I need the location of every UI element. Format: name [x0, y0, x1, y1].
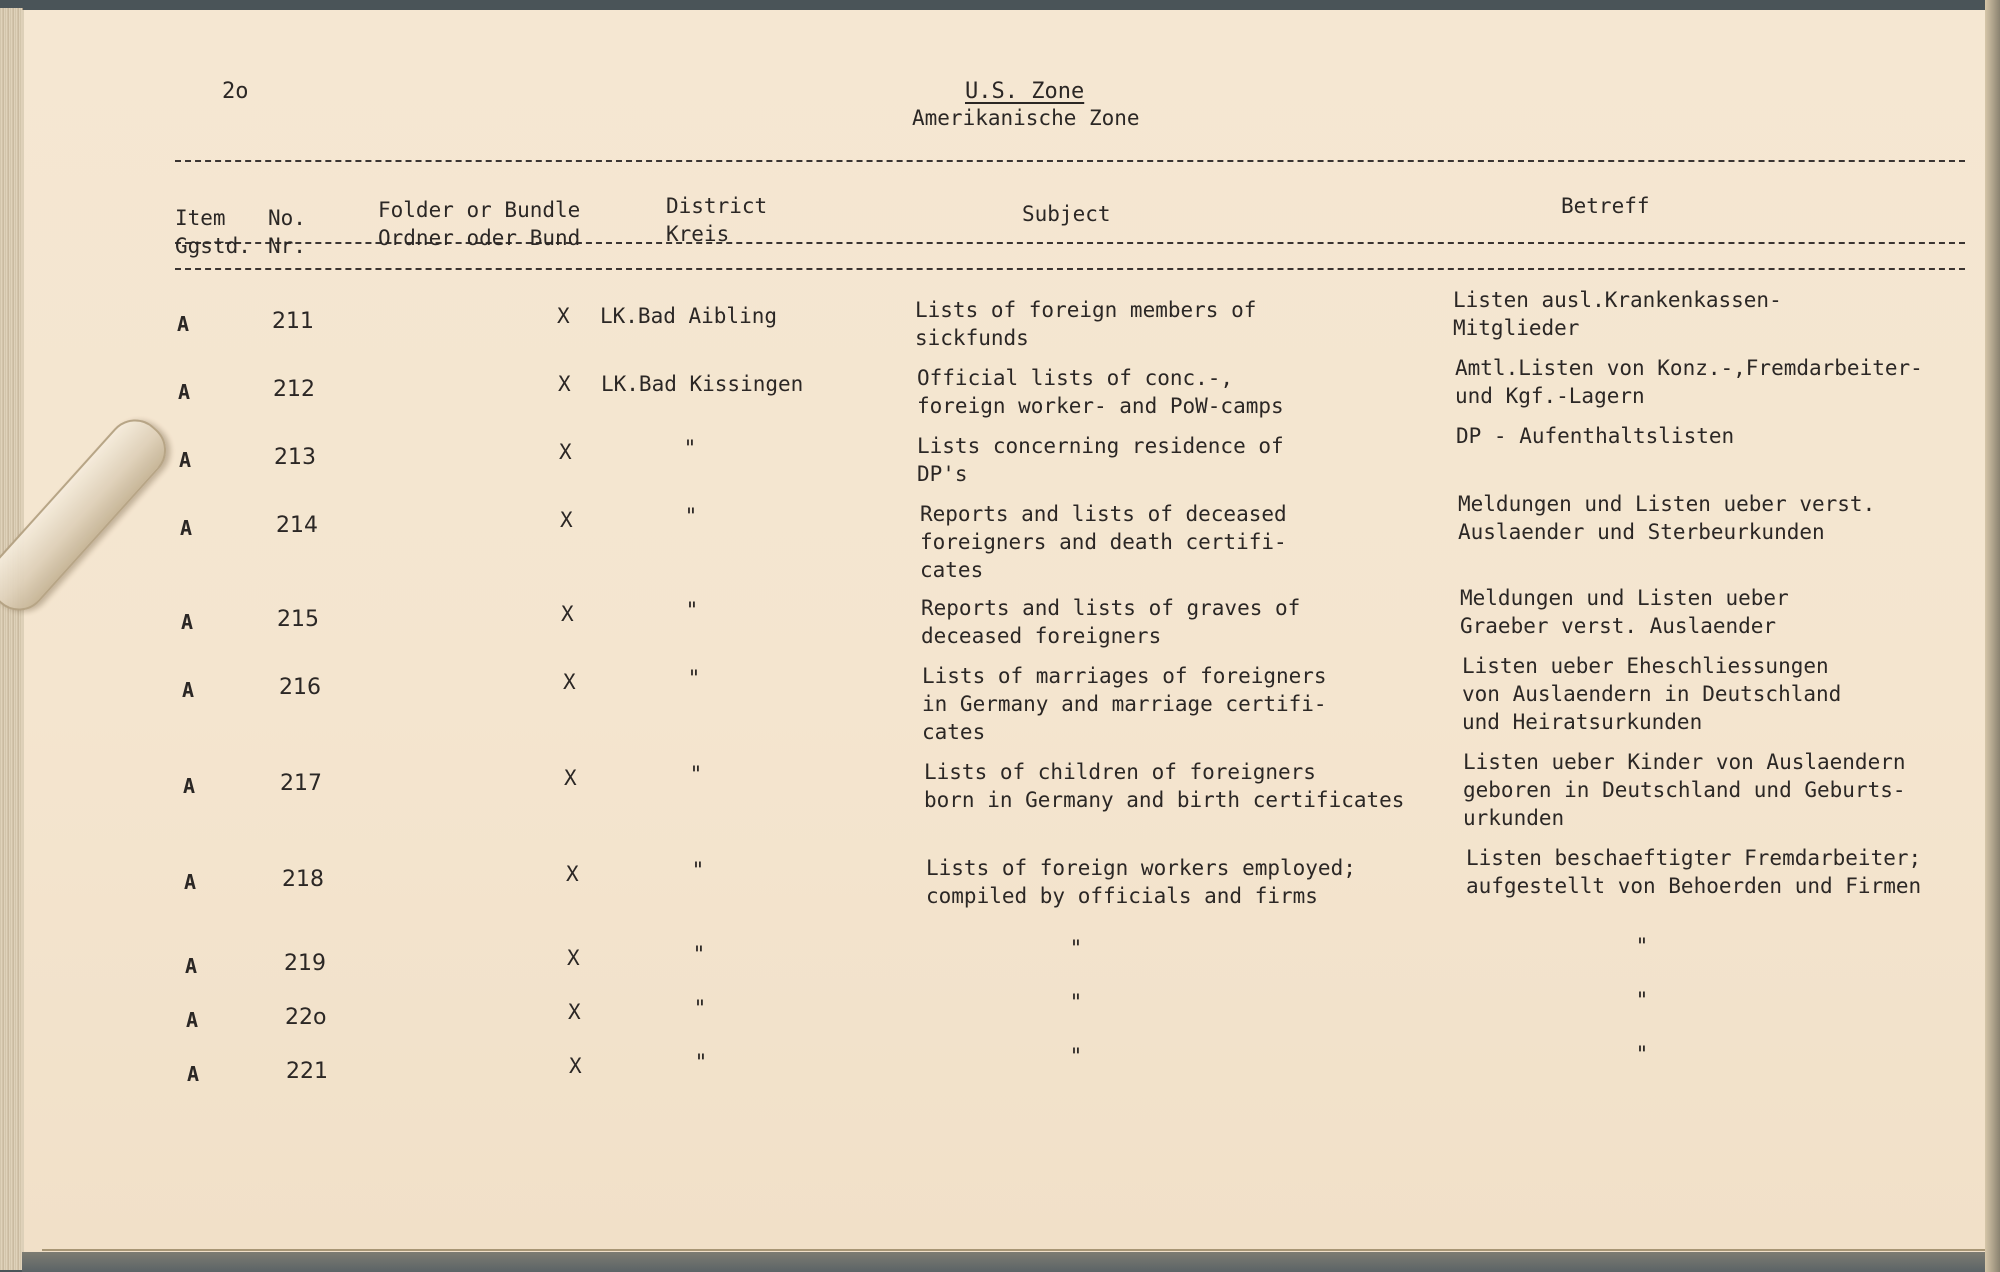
- row-folder-mark: X: [561, 602, 574, 626]
- row-item-code: A: [187, 1062, 200, 1086]
- table-row: [0, 356, 1978, 418]
- row-betreff: Meldungen und Listen ueber Graeber verst. Auslaender: [1460, 586, 1789, 638]
- row-betreff: Listen ausl.Krankenkassen- Mitglieder: [1453, 288, 1782, 340]
- table-row: [0, 424, 1978, 486]
- page-title-german: Amerikanische Zone: [912, 106, 1140, 130]
- row-item-code: A: [186, 1008, 199, 1032]
- row-item-code: A: [181, 610, 194, 634]
- row-subject: Lists of foreign workers employed; compiled by officials and firms: [926, 856, 1356, 908]
- row-folder-mark: X: [568, 1000, 581, 1024]
- row-folder-mark: X: [569, 1054, 582, 1078]
- column-header-district-de: Kreis: [666, 222, 730, 246]
- row-folder-mark: X: [563, 670, 576, 694]
- row-betreff-ditto: ": [1635, 1042, 1649, 1066]
- row-item-code: A: [179, 448, 192, 472]
- table-row: [0, 1042, 1978, 1086]
- table-row: [0, 586, 1978, 648]
- page-number: 2o: [222, 79, 249, 104]
- row-number: 217: [280, 771, 322, 796]
- row-district-ditto: ": [693, 996, 707, 1020]
- row-district-ditto: ": [684, 504, 698, 528]
- row-folder-mark: X: [567, 946, 580, 970]
- row-betreff: Listen ueber Kinder von Auslaendern geboren in Deutschland und Geburts- urkunden: [1463, 750, 1906, 830]
- row-item-code: A: [183, 774, 196, 798]
- row-number: 211: [272, 309, 314, 334]
- row-item-code: A: [178, 380, 191, 404]
- table-row: [0, 492, 1978, 582]
- row-subject: Lists concerning residence of DP's: [917, 434, 1284, 486]
- row-district: LK.Bad Kissingen: [601, 372, 804, 396]
- row-folder-mark: X: [560, 508, 573, 532]
- row-number: 221: [286, 1059, 328, 1084]
- table-row: [0, 288, 1978, 350]
- row-number: 212: [273, 377, 315, 402]
- book-bottom-shadow: [22, 1252, 2000, 1272]
- row-subject-ditto: ": [1069, 1044, 1083, 1068]
- row-folder-mark: X: [564, 766, 577, 790]
- row-betreff: Listen beschaeftigter Fremdarbeiter; aufgestellt von Behoerden und Firmen: [1466, 846, 1922, 898]
- row-district-ditto: ": [692, 942, 706, 966]
- row-betreff-ditto: ": [1635, 988, 1649, 1012]
- row-subject-ditto: ": [1069, 936, 1083, 960]
- row-subject: Lists of foreign members of sickfunds: [915, 298, 1257, 350]
- column-header-betreff: Betreff: [1561, 194, 1650, 218]
- row-item-code: A: [185, 954, 198, 978]
- row-subject: Lists of marriages of foreigners in Germany and marriage certifi- cates: [922, 664, 1327, 744]
- row-district-ditto: ": [689, 762, 703, 786]
- column-header-folder-de: Ordner oder Bund: [378, 226, 581, 250]
- table-row: [0, 846, 1978, 908]
- row-betreff: Listen ueber Eheschliessungen von Auslaendern in Deutschland und Heiratsurkunden: [1462, 654, 1842, 734]
- row-number: 22o: [285, 1005, 327, 1030]
- row-number: 218: [282, 867, 324, 892]
- row-betreff: Meldungen und Listen ueber verst. Auslaender und Sterbeurkunden: [1458, 492, 1876, 544]
- row-district-ditto: ": [691, 858, 705, 882]
- column-header-item-en: Item: [175, 206, 226, 230]
- row-folder-mark: X: [557, 304, 570, 328]
- row-subject: Lists of children of foreigners born in Germany and birth certificates: [924, 760, 1405, 812]
- row-betreff: Amtl.Listen von Konz.-,Fremdarbeiter- und Kgf.-Lagern: [1455, 356, 1923, 408]
- row-district-ditto: ": [694, 1050, 708, 1074]
- row-folder-mark: X: [559, 440, 572, 464]
- row-item-code: A: [182, 678, 195, 702]
- row-district-ditto: ": [683, 436, 697, 460]
- row-subject: Official lists of conc.-, foreign worker- and PoW-camps: [917, 366, 1284, 418]
- row-district-ditto: ": [687, 666, 701, 690]
- column-header-subject: Subject: [1022, 202, 1111, 226]
- row-subject: Reports and lists of deceased foreigners and death certifi- cates: [920, 502, 1287, 582]
- row-item-code: A: [180, 516, 193, 540]
- row-number: 219: [284, 951, 326, 976]
- row-subject-ditto: ": [1069, 990, 1083, 1014]
- book-right-gutter: [1985, 0, 2000, 1272]
- row-item-code: A: [177, 312, 190, 336]
- table-row: [0, 934, 1978, 978]
- row-number: 215: [277, 607, 319, 632]
- column-header-folder-en: Folder or Bundle: [378, 198, 581, 222]
- row-subject: Reports and lists of graves of deceased foreigners: [921, 596, 1301, 648]
- row-folder-mark: X: [558, 372, 571, 396]
- column-header-no-en: No.: [268, 206, 306, 230]
- table-row: [0, 654, 1978, 744]
- column-header-no-de: Nr.: [268, 234, 306, 258]
- page-title-english: U.S. Zone: [965, 79, 1085, 104]
- row-betreff: DP - Aufenthaltslisten: [1456, 424, 1735, 448]
- row-district: LK.Bad Aibling: [600, 304, 778, 328]
- column-header-district-en: District: [666, 194, 768, 218]
- row-number: 213: [274, 445, 316, 470]
- column-header-item-de: Ggstd.: [175, 234, 251, 258]
- row-number: 214: [276, 513, 318, 538]
- table-row: [0, 988, 1978, 1032]
- row-district-ditto: ": [685, 598, 699, 622]
- row-folder-mark: X: [566, 862, 579, 886]
- table-row: [0, 750, 1978, 830]
- row-betreff-ditto: ": [1635, 934, 1649, 958]
- row-item-code: A: [184, 870, 197, 894]
- row-number: 216: [279, 675, 321, 700]
